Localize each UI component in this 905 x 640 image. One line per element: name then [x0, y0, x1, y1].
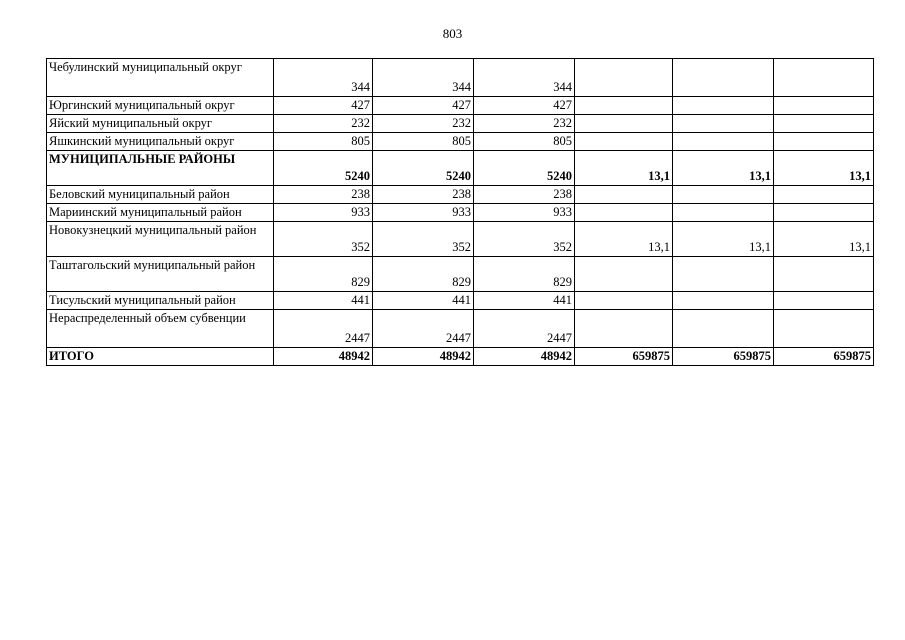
value-cell-col-2: 352 [373, 222, 474, 257]
value-cell-col-6: 13,1 [774, 222, 874, 257]
value-cell-col-1: 352 [274, 222, 373, 257]
value-cell-col-1: 829 [274, 257, 373, 292]
value-cell-col-2: 232 [373, 115, 474, 133]
row-name-cell: Яйский муниципальный округ [47, 115, 274, 133]
value-cell-col-2: 933 [373, 204, 474, 222]
value-cell-col-4 [575, 292, 673, 310]
value-cell-col-2: 2447 [373, 310, 474, 348]
row-name-cell: ИТОГО [47, 348, 274, 366]
value-cell-col-5 [673, 292, 774, 310]
row-name-cell: Таштагольский муниципальный район [47, 257, 274, 292]
subvention-table [46, 58, 874, 366]
value-cell-col-5 [673, 310, 774, 348]
value-cell-col-4 [575, 204, 673, 222]
value-cell-col-6: 659875 [774, 348, 874, 366]
value-cell-col-3: 5240 [474, 151, 575, 186]
value-cell-col-6 [774, 115, 874, 133]
value-cell-col-4 [575, 310, 673, 348]
value-cell-col-5 [673, 204, 774, 222]
value-cell-col-4: 13,1 [575, 222, 673, 257]
value-cell-col-3: 441 [474, 292, 575, 310]
value-cell-col-1: 48942 [274, 348, 373, 366]
table-row-tisulsky [47, 292, 874, 310]
value-cell-col-3: 829 [474, 257, 575, 292]
value-cell-col-1: 5240 [274, 151, 373, 186]
value-cell-col-1: 238 [274, 186, 373, 204]
value-cell-col-6: 13,1 [774, 151, 874, 186]
value-cell-col-3: 238 [474, 186, 575, 204]
value-cell-col-6 [774, 204, 874, 222]
value-cell-col-5 [673, 97, 774, 115]
value-cell-col-4 [575, 257, 673, 292]
value-cell-col-3: 344 [474, 59, 575, 97]
value-cell-col-4 [575, 59, 673, 97]
value-cell-col-3: 352 [474, 222, 575, 257]
value-cell-col-6 [774, 97, 874, 115]
table-row-yaysky [47, 115, 874, 133]
value-cell-col-2: 344 [373, 59, 474, 97]
value-cell-col-5: 13,1 [673, 222, 774, 257]
value-cell-col-1: 427 [274, 97, 373, 115]
value-cell-col-3: 232 [474, 115, 575, 133]
value-cell-col-4: 659875 [575, 348, 673, 366]
value-cell-col-4: 13,1 [575, 151, 673, 186]
value-cell-col-5 [673, 115, 774, 133]
row-name-cell: Юргинский муниципальный округ [47, 97, 274, 115]
value-cell-col-2: 427 [373, 97, 474, 115]
value-cell-col-4 [575, 115, 673, 133]
value-cell-col-1: 933 [274, 204, 373, 222]
table-row-tashtagolsky [47, 257, 874, 292]
value-cell-col-2: 805 [373, 133, 474, 151]
row-name-cell: Тисульский муниципальный район [47, 292, 274, 310]
row-name-cell: Чебулинский муниципальный округ [47, 59, 274, 97]
value-cell-col-6 [774, 186, 874, 204]
value-cell-col-3: 2447 [474, 310, 575, 348]
value-cell-col-4 [575, 186, 673, 204]
table-row-novokuznetsky [47, 222, 874, 257]
value-cell-col-4 [575, 97, 673, 115]
value-cell-col-4 [575, 133, 673, 151]
value-cell-col-3: 805 [474, 133, 575, 151]
value-cell-col-5: 13,1 [673, 151, 774, 186]
value-cell-col-3: 933 [474, 204, 575, 222]
table-row-total [47, 348, 874, 366]
value-cell-col-6 [774, 257, 874, 292]
value-cell-col-1: 805 [274, 133, 373, 151]
value-cell-col-5 [673, 186, 774, 204]
table-row-chebulinsky [47, 59, 874, 97]
row-name-cell: Новокузнецкий муниципальный район [47, 222, 274, 257]
value-cell-col-6 [774, 310, 874, 348]
value-cell-col-1: 2447 [274, 310, 373, 348]
row-name-cell: Беловский муниципальный район [47, 186, 274, 204]
value-cell-col-5 [673, 257, 774, 292]
value-cell-col-3: 48942 [474, 348, 575, 366]
row-name-cell: Яшкинский муниципальный округ [47, 133, 274, 151]
value-cell-col-6 [774, 133, 874, 151]
table-row-unallocated [47, 310, 874, 348]
value-cell-col-1: 232 [274, 115, 373, 133]
value-cell-col-1: 441 [274, 292, 373, 310]
value-cell-col-2: 48942 [373, 348, 474, 366]
value-cell-col-2: 829 [373, 257, 474, 292]
value-cell-col-5 [673, 59, 774, 97]
value-cell-col-2: 5240 [373, 151, 474, 186]
value-cell-col-2: 238 [373, 186, 474, 204]
table-row-yashkinsky [47, 133, 874, 151]
value-cell-col-1: 344 [274, 59, 373, 97]
table-row-mariinsky [47, 204, 874, 222]
value-cell-col-6 [774, 59, 874, 97]
row-name-cell: МУНИЦИПАЛЬНЫЕ РАЙОНЫ [47, 151, 274, 186]
row-name-cell: Нераспределенный объем субвенции [47, 310, 274, 348]
value-cell-col-6 [774, 292, 874, 310]
value-cell-col-3: 427 [474, 97, 575, 115]
table-row-belovsky [47, 186, 874, 204]
table-row-yurginsky [47, 97, 874, 115]
row-name-cell: Мариинский муниципальный район [47, 204, 274, 222]
value-cell-col-5 [673, 133, 774, 151]
page-number: 803 [442, 26, 463, 41]
table-body [47, 59, 874, 366]
value-cell-col-2: 441 [373, 292, 474, 310]
value-cell-col-5: 659875 [673, 348, 774, 366]
table-row-municipal-districts [47, 151, 874, 186]
